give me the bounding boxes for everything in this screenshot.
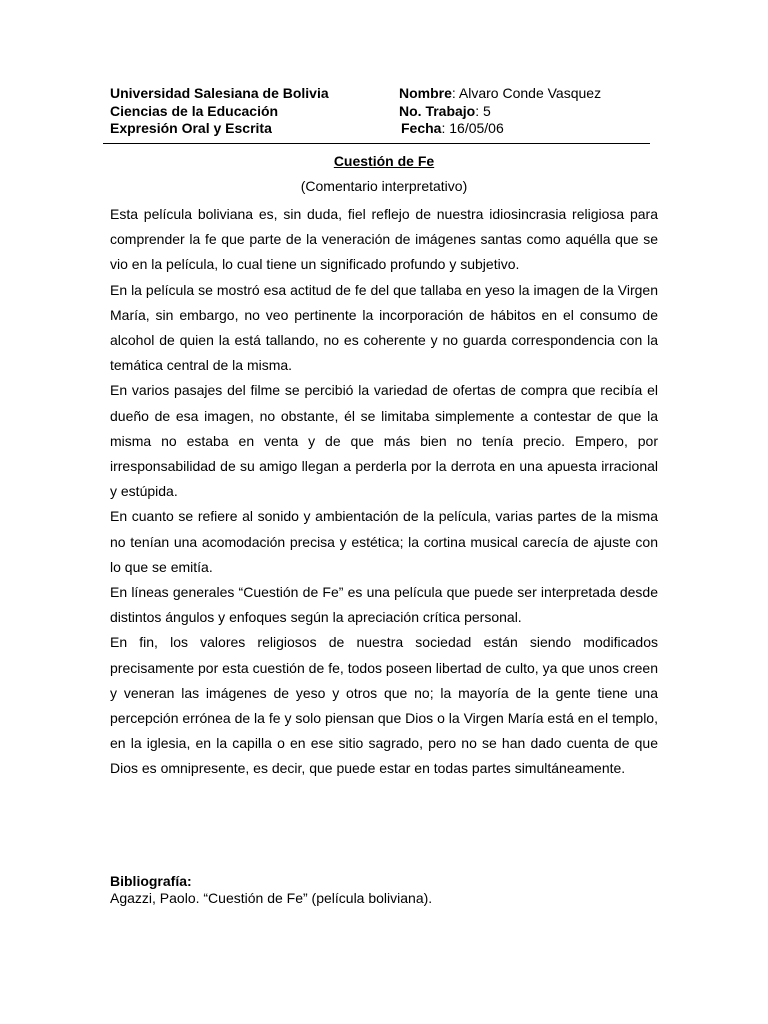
header-row-3 <box>110 120 650 138</box>
document-subtitle: (Comentario interpretativo) <box>300 178 468 194</box>
date-value: : 16/05/06 <box>441 120 504 136</box>
document-header <box>110 85 650 138</box>
student-name-field <box>399 85 601 103</box>
date-label: Fecha <box>401 120 442 136</box>
bibliography-section <box>110 873 658 907</box>
work-number-value: : 5 <box>475 102 491 119</box>
header-row-1 <box>110 85 650 103</box>
bibliography-title: Bibliografía: <box>110 873 192 889</box>
header-row-2 <box>110 103 650 121</box>
name-label: Nombre <box>399 85 452 101</box>
course-name: Expresión Oral y Escrita <box>110 120 272 136</box>
document-title: Cuestión de Fe <box>333 153 435 169</box>
paragraph: En líneas generales “Cuestión de Fe” es una película que puede ser interpretada desde distintos ángulos y enfoques según la apreciación crítica personal. <box>110 584 658 626</box>
bibliography-entry: Agazzi, Paolo. “Cuestión de Fe” (película boliviana). <box>110 890 433 906</box>
date-field <box>401 120 504 138</box>
document-body <box>110 202 658 782</box>
work-number-label: No. Trabajo <box>399 102 476 119</box>
paragraph: En varios pasajes del filme se percibió la variedad de ofertas de compra que recibía el dueño de esa imagen, no obstante, él se limitaba simplemente a contestar de que la misma no estaba en venta y de que más bien no tenía precio. Empero, por irresponsabilidad de su amigo llegan a perderla por la derrota en una apuesta irracional y estúpida. <box>110 382 658 500</box>
work-number-field <box>399 103 491 121</box>
paragraph: En cuanto se refiere al sonido y ambientación de la película, varias partes de la misma no tenían una acomodación precisa y estética; la cortina musical carecía de ajuste con lo que se emitía. <box>110 508 658 575</box>
university-name: Universidad Salesiana de Bolivia <box>110 85 329 101</box>
name-value: : Alvaro Conde Vasquez <box>451 85 602 101</box>
paragraph: Esta película boliviana es, sin duda, fiel reflejo de nuestra idiosincrasia religiosa para comprender la fe que parte de la veneración de imágenes santas como aquélla que se vio en la película, lo cual tiene un significado profundo y subjetivo. <box>110 206 658 273</box>
header-divider <box>103 143 650 144</box>
faculty-name: Ciencias de la Educación <box>110 102 279 119</box>
paragraph: En la película se mostró esa actitud de fe del que tallaba en yeso la imagen de la Virgen María, sin embargo, no veo pertinente la incorporación de hábitos en el consumo de alcohol de quien la está tallando, no es coherente y no guarda correspondencia con la temática central de la misma. <box>110 281 658 374</box>
paragraph: En fin, los valores religiosos de nuestra sociedad están siendo modificados precisamente por esta cuestión de fe, todos poseen libertad de culto, ya que unos creen y veneran las imágenes de yeso y otros que no; la mayoría de la gente tiene una percepción errónea de la fe y solo piensan que Dios o la Virgen María está en el templo, en la iglesia, en la capilla o en ese sitio sagrado, pero no se han dado cuenta de que Dios es omnipresente, es decir, que puede estar en todas partes simultáneamente. <box>110 634 658 777</box>
